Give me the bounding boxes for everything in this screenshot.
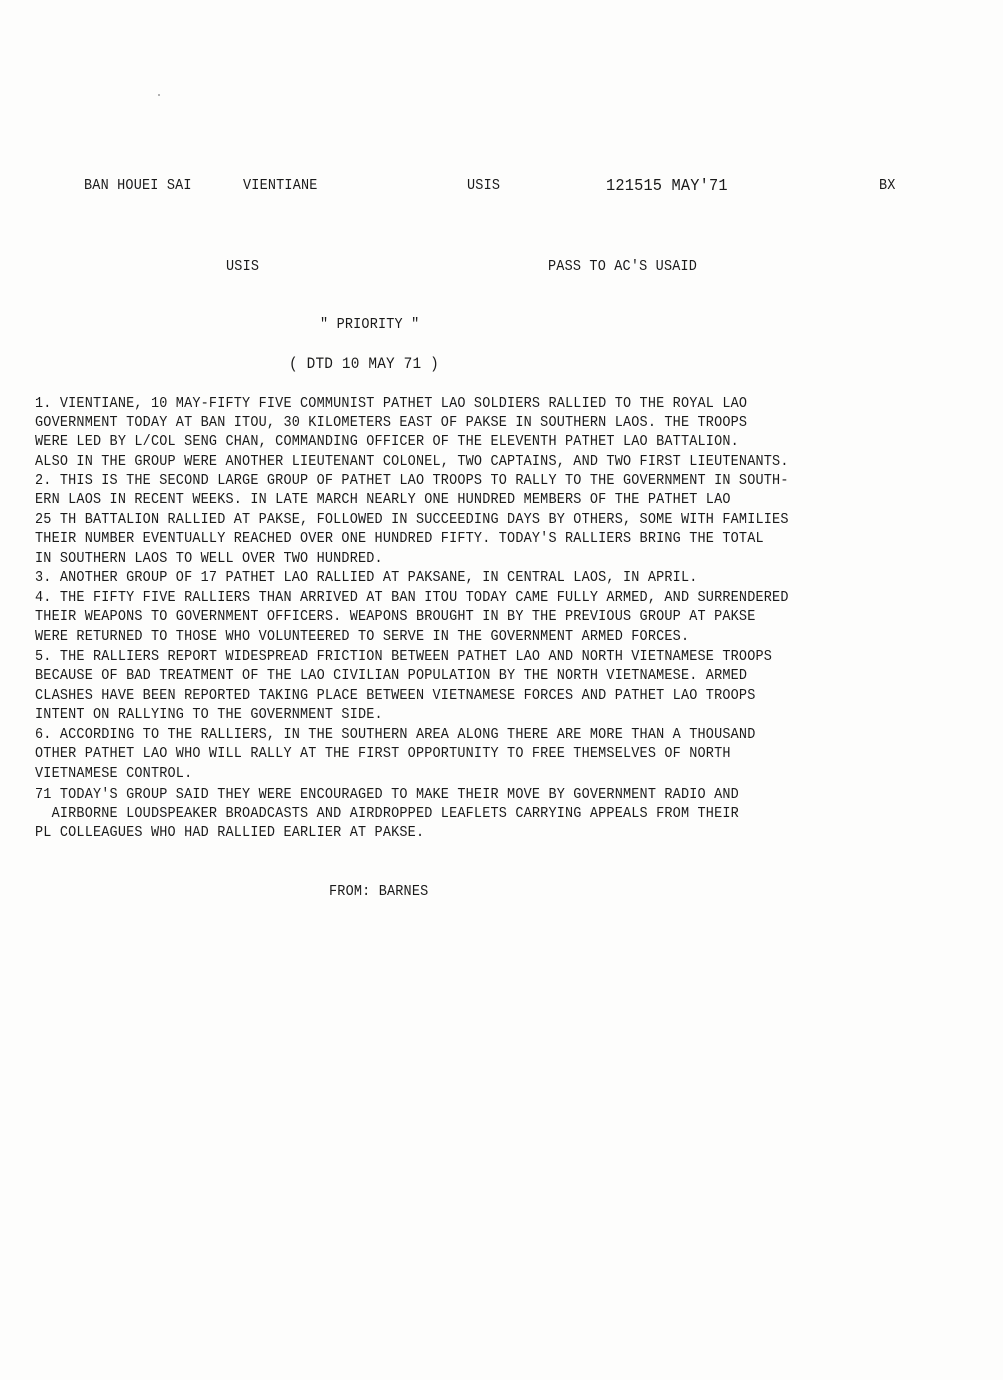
body-line: 25 TH BATTALION RALLIED AT PAKSE, FOLLOWED IN SUCCEEDING DAYS BY OTHERS, SOME WITH FAMILIES (35, 511, 789, 528)
body-line: WERE RETURNED TO THOSE WHO VOLUNTEERED TO SERVE IN THE GOVERNMENT ARMED FORCES. (35, 628, 690, 645)
body-line: 6. ACCORDING TO THE RALLIERS, IN THE SOUTHERN AREA ALONG THERE ARE MORE THAN A THOUSAND (35, 726, 756, 743)
body-line: 71 TODAY'S GROUP SAID THEY WERE ENCOURAGED TO MAKE THEIR MOVE BY GOVERNMENT RADIO AND (35, 786, 739, 803)
body-line: BECAUSE OF BAD TREATMENT OF THE LAO CIVILIAN POPULATION BY THE NORTH VIETNAMESE. ARMED (35, 667, 748, 684)
handling-code: BX (879, 177, 896, 194)
body-line: THEIR WEAPONS TO GOVERNMENT OFFICERS. WEAPONS BROUGHT IN BY THE PREVIOUS GROUP AT PAKSE (35, 608, 756, 625)
body-line: PL COLLEAGUES WHO HAD RALLIED EARLIER AT PAKSE. (35, 824, 425, 841)
priority-label: " PRIORITY " (320, 316, 420, 333)
destination-station: VIENTIANE (243, 177, 318, 194)
body-line: ALSO IN THE GROUP WERE ANOTHER LIEUTENANT COLONEL, TWO CAPTAINS, AND TWO FIRST LIEUTENANTS. (35, 453, 789, 470)
date-time-group: 121515 MAY'71 (606, 177, 728, 196)
body-line: ERN LAOS IN RECENT WEEKS. IN LATE MARCH NEARLY ONE HUNDRED MEMBERS OF THE PATHET LAO (35, 491, 731, 508)
body-line: 1. VIENTIANE, 10 MAY-FIFTY FIVE COMMUNIST PATHET LAO SOLDIERS RALLIED TO THE ROYAL LAO (35, 395, 748, 412)
routing-to: USIS (226, 258, 260, 275)
agency-code: USIS (467, 177, 501, 194)
body-line: AIRBORNE LOUDSPEAKER BROADCASTS AND AIRDROPPED LEAFLETS CARRYING APPEALS FROM THEIR (35, 805, 739, 822)
body-line: INTENT ON RALLYING TO THE GOVERNMENT SIDE. (35, 706, 383, 723)
body-line: OTHER PATHET LAO WHO WILL RALLY AT THE FIRST OPPORTUNITY TO FREE THEMSELVES OF NORTH (35, 745, 731, 762)
body-line: VIETNAMESE CONTROL. (35, 765, 193, 782)
paper-speck (158, 94, 160, 96)
body-line: 4. THE FIFTY FIVE RALLIERS THAN ARRIVED AT BAN ITOU TODAY CAME FULLY ARMED, AND SURRENDERED (35, 589, 789, 606)
body-line: THEIR NUMBER EVENTUALLY REACHED OVER ONE HUNDRED FIFTY. TODAY'S RALLIERS BRING THE TOTAL (35, 530, 764, 547)
body-line: 5. THE RALLIERS REPORT WIDESPREAD FRICTION BETWEEN PATHET LAO AND NORTH VIETNAMESE TROOPS (35, 648, 773, 665)
signature: FROM: BARNES (329, 883, 429, 900)
origin-station: BAN HOUEI SAI (84, 177, 192, 194)
body-line: IN SOUTHERN LAOS TO WELL OVER TWO HUNDRED. (35, 550, 383, 567)
body-line: CLASHES HAVE BEEN REPORTED TAKING PLACE BETWEEN VIETNAMESE FORCES AND PATHET LAO TROOPS (35, 687, 756, 704)
routing-pass: PASS TO AC'S USAID (548, 258, 698, 275)
body-line: 2. THIS IS THE SECOND LARGE GROUP OF PATHET LAO TROOPS TO RALLY TO THE GOVERNMENT IN SOUTH- (35, 472, 789, 489)
dated-label: ( DTD 10 MAY 71 ) (289, 355, 439, 373)
body-line: GOVERNMENT TODAY AT BAN ITOU, 30 KILOMETERS EAST OF PAKSE IN SOUTHERN LAOS. THE TROOPS (35, 414, 748, 431)
body-line: WERE LED BY L/COL SENG CHAN, COMMANDING OFFICER OF THE ELEVENTH PATHET LAO BATTALION. (35, 433, 739, 450)
body-line: 3. ANOTHER GROUP OF 17 PATHET LAO RALLIED AT PAKSANE, IN CENTRAL LAOS, IN APRIL. (35, 569, 698, 586)
